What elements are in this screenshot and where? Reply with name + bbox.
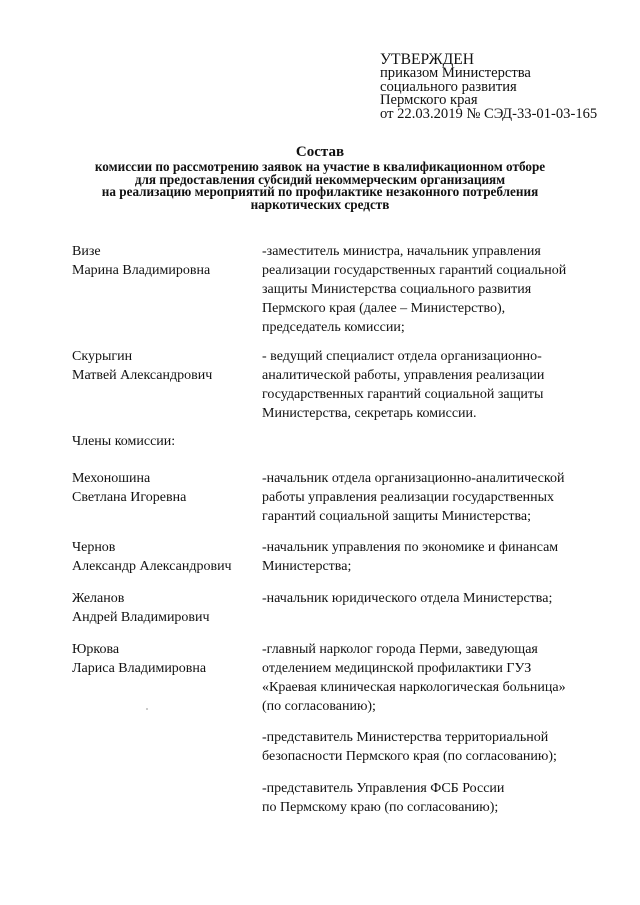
member-entry [72,538,559,576]
role-line: аналитической работы, управления реализации [262,368,545,383]
role-line: Пермского края (далее – Министерство), [262,301,506,316]
member-role [262,469,622,526]
approval-date-number: от 22.03.2019 № СЭД-33-01-03-165 [380,105,598,122]
heading-line: наркотических средств [250,196,390,212]
role-line: -заместитель министра, начальник управления [262,244,541,259]
member-given-names: Светлана Игоревна [72,490,187,505]
member-given-names: Андрей Владимирович [72,610,210,625]
member-entry [72,640,566,714]
member-role [262,589,622,608]
role-line: реализации государственных гарантий социальной [262,263,567,278]
approval-ministry: социального развития [380,78,517,95]
member-surname: Чернов [72,540,116,555]
member-chair [72,242,567,335]
member-surname: Скурыгин [72,349,133,364]
scan-speck [146,708,148,710]
role-line: Министерства, секретарь комиссии. [262,406,477,421]
role-line: «Краевая клиническая наркологическая больница» [262,680,566,695]
member-given-names: Лариса Владимировна [72,661,207,676]
member-role [262,242,622,337]
member-surname: Желанов [72,591,125,606]
role-line: безопасности Пермского края (по согласованию); [262,749,557,764]
member-given-names: Матвей Александрович [72,368,213,383]
heading-line: комиссии по рассмотрению заявок на участие в квалификационном отборе [94,159,546,174]
role-line: отделением медицинской профилактики ГУЗ [262,661,532,676]
member-secretary [72,347,545,421]
member-entry [72,469,565,524]
members-label: Члены комиссии: [72,434,176,449]
role-line: председатель комиссии; [262,320,405,335]
role-line: гарантий социальной защиты Министерства; [262,509,532,524]
role-line: защиты Министерства социального развития [262,282,532,297]
role-line: по Пермскому краю (по согласованию); [262,800,499,815]
member-entry [72,589,553,627]
approval-region: Пермского края [380,92,478,109]
representative-entry [262,728,622,766]
document-title: Состав [295,144,345,160]
role-line: государственных гарантий социальной защиты [262,387,544,402]
approval-title: УТВЕРЖДЕН [380,51,475,68]
role-line: -начальник отдела организационно-аналитической [262,471,565,486]
member-role [262,347,622,423]
member-surname: Юркова [72,642,120,657]
document-heading [40,144,600,211]
role-line: -начальник управления по экономике и финансам [262,540,559,555]
heading-line: для предоставления субсидий некоммерческим организациям [134,171,506,187]
approval-stamp [380,52,597,121]
role-line: -начальник юридического отдела Министерства; [262,591,553,606]
member-given-names: Александр Александрович [72,559,232,574]
member-role [262,538,622,576]
member-role [262,640,622,716]
role-line: -представитель Управления ФСБ России [262,781,505,796]
member-given-names: Марина Владимировна [72,263,211,278]
representative-entry [262,779,622,817]
role-line: (по согласованию); [262,699,376,714]
heading-line: на реализацию мероприятий по профилактике незаконного потребления [101,184,539,200]
role-line: работы управления реализации государственных [262,490,555,505]
role-line: Министерства; [262,559,352,574]
role-line: -главный нарколог города Перми, заведующая [262,642,538,657]
approval-order: приказом Министерства [380,65,531,81]
role-line: - ведущий специалист отдела организационно- [262,349,542,364]
member-surname: Мехоношина [72,471,151,486]
member-surname: Визе [72,244,101,259]
role-line: -представитель Министерства территориальной [262,730,549,745]
